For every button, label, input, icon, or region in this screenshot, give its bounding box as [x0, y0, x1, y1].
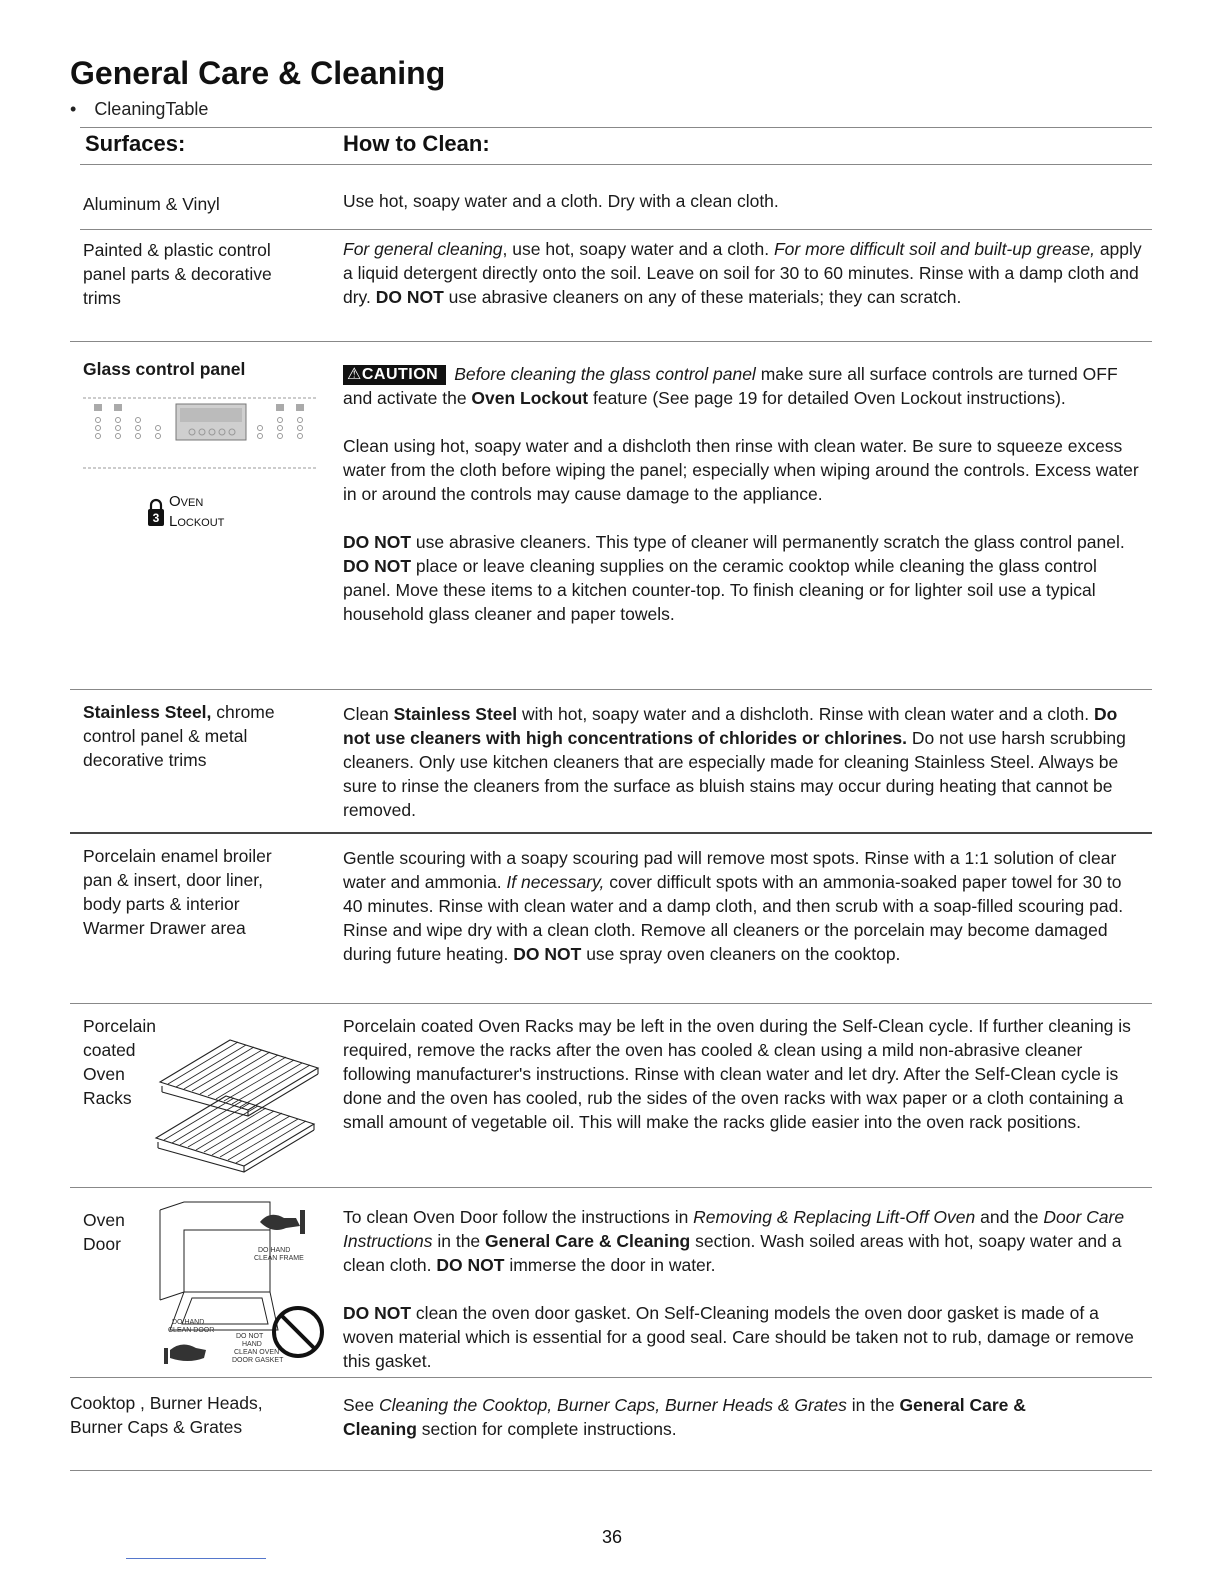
bold-text: DO NOT	[513, 944, 582, 964]
glass-paragraph-1	[343, 362, 1143, 410]
header-how-to-clean: How to Clean:	[343, 131, 490, 156]
footer-rule	[126, 1558, 266, 1559]
oven-lockout-key	[147, 492, 224, 532]
text: with hot, soapy water and a dishcloth. Rinse with clean water and a cloth.	[517, 704, 1094, 724]
surface-line: Oven	[83, 1064, 125, 1084]
text: section. Wash soiled areas with hot, soapy water and a clean cloth.	[343, 1231, 1122, 1275]
surface-painted	[83, 238, 323, 310]
how-door	[343, 1205, 1143, 1373]
bold-text: Stainless Steel,	[83, 702, 212, 722]
surface-line: coated	[83, 1040, 136, 1060]
row-divider	[70, 1003, 1152, 1004]
subtitle	[70, 99, 208, 120]
how-painted	[343, 237, 1143, 309]
text: Clean	[343, 704, 394, 724]
surface-line: Warmer Drawer area	[83, 918, 246, 938]
surface-line: panel parts & decorative	[83, 264, 272, 284]
row-divider	[70, 1187, 1152, 1188]
surface-line: Oven	[83, 1210, 125, 1230]
italic-text: Door Care Instructions	[343, 1207, 1125, 1251]
door-paragraph-1	[343, 1205, 1143, 1277]
surface-line: pan & insert, door liner,	[83, 870, 263, 890]
italic-text: Before cleaning the glass control panel	[454, 364, 756, 384]
surface-cooktop	[70, 1391, 330, 1439]
surface-line: Porcelain	[83, 1016, 156, 1036]
glass-paragraph-3	[343, 530, 1143, 626]
text: in the	[846, 1395, 900, 1415]
lockout-label	[169, 492, 224, 532]
text: Do not use harsh scrubbing cleaners. Only use kitchen cleaners that are especially made for cleaning Stainless Steel. Always be sure to rinse the cleaners from the surface as bluish stains may occur during heating that cannot be removed.	[343, 728, 1126, 820]
surface-stainless	[83, 700, 313, 772]
bold-text: DO NOT	[343, 1303, 412, 1323]
row-divider	[70, 689, 1152, 690]
bold-text: General Care & Cleaning	[485, 1231, 691, 1251]
bold-text: Stainless Steel	[393, 704, 518, 724]
row-divider	[70, 341, 1152, 342]
bold-text: DO NOT	[436, 1255, 505, 1275]
glass-paragraph-2: Clean using hot, soapy water and a dishcloth then rinse with clean water. Be sure to squeeze excess water from the cloth before wiping the panel; especially when wiping around the controls. Excess water in or around the controls may cause damage to the appliance.	[343, 436, 1139, 504]
surface-line: trims	[83, 288, 121, 308]
figure-label: DO NOT	[236, 1333, 264, 1340]
text: Gentle scouring with a soapy scouring pad will remove most spots. Rinse with a 1:1 solution of clear water and ammonia.	[343, 848, 1117, 892]
lockout-label-line: Oven	[169, 493, 204, 510]
text: clean the oven door gasket. On Self-Cleaning models the oven door gasket is made of a woven material which is essential for a good seal. Care should be taken not to rub, damage or remove this gasket.	[343, 1303, 1134, 1371]
figure-label: CLEAN FRAME	[254, 1255, 304, 1262]
text: use spray oven cleaners on the cooktop.	[581, 944, 901, 964]
italic-text: For general cleaning	[343, 239, 503, 259]
surface-glass: Glass control panel	[83, 359, 246, 379]
row-divider	[80, 229, 1152, 230]
table-bottom-rule	[70, 1470, 1152, 1471]
figure-label: HAND	[242, 1341, 262, 1348]
header-bottom-rule	[80, 164, 1152, 165]
bold-text: DO NOT	[343, 556, 412, 576]
bold-text: DO NOT	[343, 532, 412, 552]
how-racks: Porcelain coated Oven Racks may be left in the oven during the Self-Clean cycle. If further cleaning is required, remove the racks after the oven has cooled & clean using a mild non-abrasive cleaner following manufacturer's instructions. Rinse with clean water and let dry. After the Self-Clean cycle is done and the oven has cooled, rub the sides of the oven racks with wax paper or a cloth containing a small amount of vegetable oil. This will make the racks glide easier into the oven rack positions.	[343, 1016, 1131, 1132]
text: section for complete instructions.	[416, 1419, 677, 1439]
row-divider	[70, 832, 1152, 834]
italic-text: Removing & Replacing Lift-Off Oven	[693, 1207, 976, 1227]
text: feature (See page 19 for detailed Oven Lockout instructions).	[588, 388, 1066, 408]
page-number: 36	[601, 1527, 623, 1547]
bold-text: General Care & Cleaning	[343, 1395, 1026, 1439]
italic-text: For more difficult soil and built-up grease,	[773, 239, 1095, 259]
surface-line: Cooktop , Burner Heads,	[70, 1393, 263, 1413]
text: chrome control panel & metal decorative trims	[83, 702, 275, 770]
lockout-label-line: Lockout	[169, 513, 225, 530]
figure-label: DO HAND	[172, 1319, 205, 1326]
text: make sure all surface controls are turned OFF and activate the	[343, 364, 1118, 408]
text: , use hot, soapy water and a cloth.	[502, 239, 774, 259]
figure-label: DOOR GASKET	[232, 1357, 284, 1364]
lock-icon	[147, 497, 165, 527]
bold-text: Do not use cleaners with high concentrations of chlorides or chlorines.	[343, 704, 1118, 748]
header-top-rule	[80, 127, 1152, 128]
how-stainless	[343, 702, 1143, 822]
row-divider	[70, 1377, 1152, 1378]
surface-line: body parts & interior	[83, 894, 240, 914]
caution-label: CAUTION	[361, 366, 439, 383]
text: apply a liquid detergent directly onto the soil. Leave on soil for 30 to 60 minutes. Rinse with a damp cloth and dry.	[343, 239, 1142, 307]
bold-text: Oven Lockout	[471, 388, 589, 408]
text: use abrasive cleaners. This type of cleaner will permanently scratch the glass control panel.	[411, 532, 1125, 552]
text: in the	[432, 1231, 486, 1251]
surface-line: Racks	[83, 1088, 132, 1108]
how-cooktop	[343, 1393, 1103, 1441]
italic-text: If necessary,	[506, 872, 605, 892]
figure-label: CLEAN DOOR	[168, 1327, 215, 1334]
figure-label: DO HAND	[258, 1247, 291, 1254]
how-aluminum: Use hot, soapy water and a cloth. Dry with a clean cloth.	[343, 191, 779, 211]
subtitle-text: CleaningTable	[94, 99, 209, 119]
text: and the	[975, 1207, 1044, 1227]
surface-door	[83, 1208, 143, 1256]
page-title: General Care & Cleaning	[70, 55, 446, 91]
text: See	[343, 1395, 379, 1415]
surface-porcelain-enamel	[83, 844, 323, 940]
surface-line: Door	[83, 1234, 121, 1254]
how-porcelain-enamel	[343, 846, 1143, 966]
text: use abrasive cleaners on any of these materials; they can scratch.	[443, 287, 962, 307]
warning-icon: ⚠	[347, 366, 362, 383]
surface-line: Burner Caps & Grates	[70, 1417, 243, 1437]
text: cover difficult spots with an ammonia-soaked paper towel for 30 to 40 minutes. Rinse with clean water and a damp cloth, and then scrub with a soap-filled scouring pad. Rinse and wipe dry with a clean cloth. Remove all cleaners or the porcelain may become damaged during future heating.	[343, 872, 1124, 964]
header-surfaces: Surfaces:	[85, 131, 186, 156]
lockout-key-number: 3	[152, 511, 160, 525]
caution-badge	[343, 365, 446, 385]
italic-text: Cleaning the Cooktop, Burner Caps, Burner Heads & Grates	[379, 1395, 847, 1415]
figure-label: CLEAN OVEN	[234, 1349, 280, 1356]
text: place or leave cleaning supplies on the ceramic cooktop while cleaning the glass control panel. Move these items to a kitchen counter-top. To finish cleaning or for lighter soil use a typical household glass cleaner and paper towels.	[343, 556, 1097, 624]
surface-line: Porcelain enamel broiler	[83, 846, 272, 866]
oven-racks-illustration	[152, 1034, 322, 1174]
text: To clean Oven Door follow the instructions in	[343, 1207, 694, 1227]
text: immerse the door in water.	[504, 1255, 716, 1275]
surface-line: Painted & plastic control	[83, 240, 271, 260]
door-paragraph-2	[343, 1301, 1143, 1373]
oven-door-illustration	[150, 1200, 330, 1372]
control-panel-illustration	[80, 394, 320, 474]
subtitle-bullet: •	[70, 99, 77, 119]
how-glass	[343, 362, 1143, 626]
surface-aluminum: Aluminum & Vinyl	[83, 194, 220, 214]
bold-text: DO NOT	[375, 287, 444, 307]
